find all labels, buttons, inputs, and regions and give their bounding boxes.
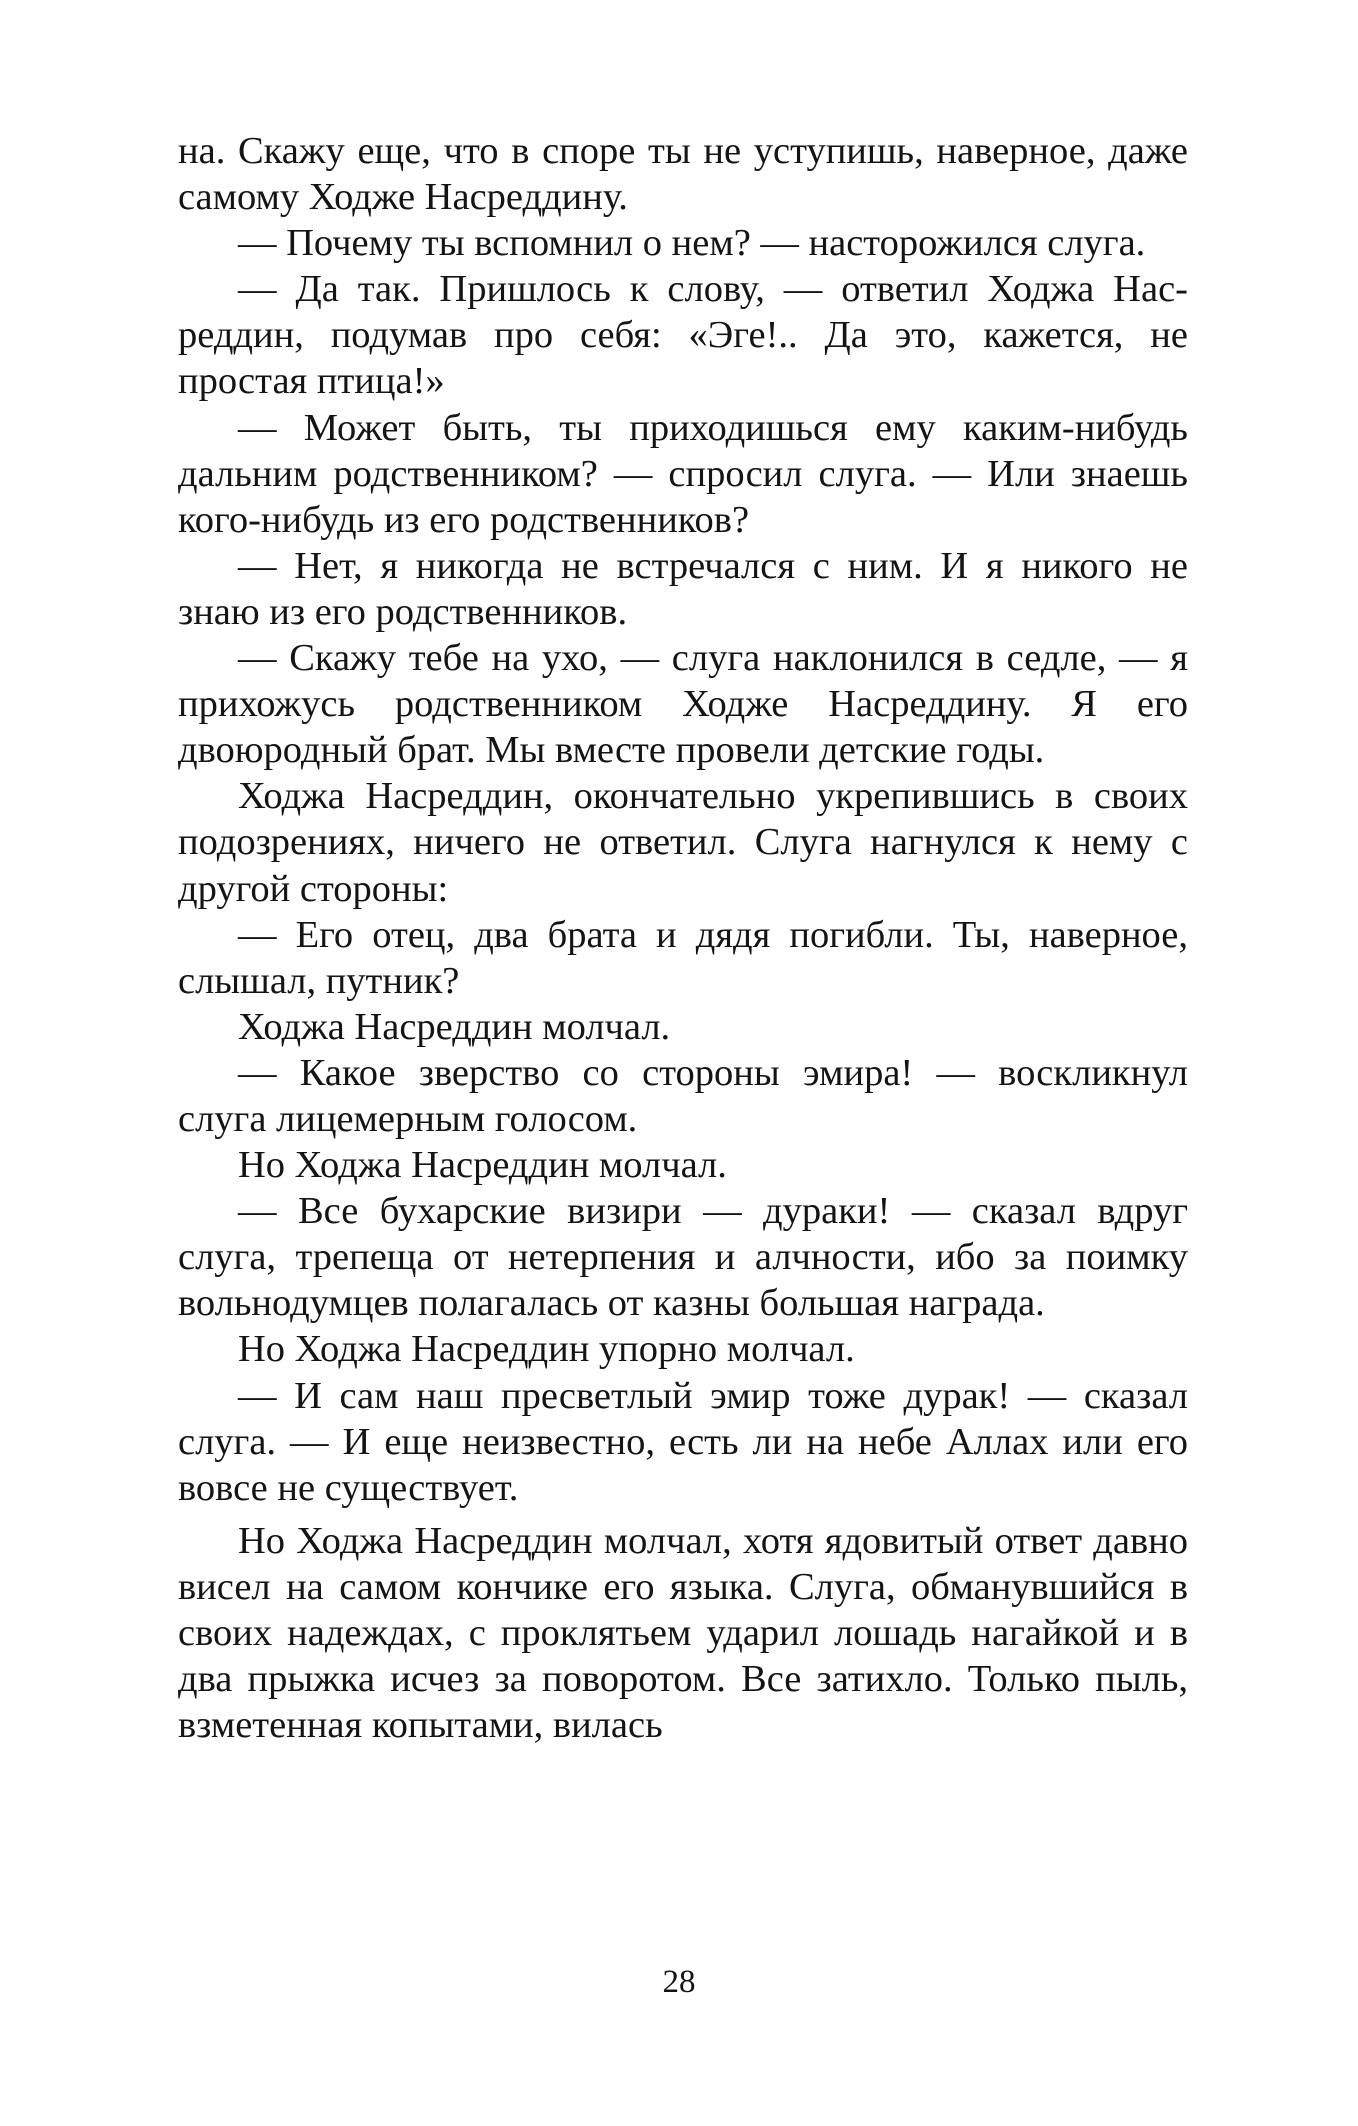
paragraph: — Нет, я никогда не встречался с ним. И я никого не знаю из его родственников. xyxy=(178,544,1188,633)
paragraph: Но Ходжа Насреддин упорно молчал. xyxy=(238,1328,855,1371)
paragraph: Ходжа Насреддин молчал. xyxy=(238,1005,671,1048)
body-text xyxy=(178,128,1188,1748)
page-number: 28 xyxy=(662,1964,696,2000)
paragraph: — Все бухарские визири — дураки! — сказал вдруг слуга, трепеща от нетерпения и алчности, ибо за поимку вольнодумцев полагалась от казны большая награда. xyxy=(178,1190,1188,1325)
paragraph: — Его отец, два брата и дядя погибли. Ты, наверное, слышал, путник? xyxy=(178,913,1188,1002)
paragraph: Но Ходжа Насреддин молчал. xyxy=(238,1144,727,1187)
paragraph: — Какое зверство со стороны эмира! — воскликнул слуга лицемерным голосом. xyxy=(178,1051,1188,1140)
paragraph: — И сам наш пресветлый эмир тоже дурак! — сказал слуга. — И еще неизвестно, есть ли на небе Аллах или его вовсе не существует. xyxy=(178,1374,1188,1509)
paragraph: — Да так. Пришлось к слову, — ответил Ходжа Насреддин, подумав про себя: «Эге!.. Да это, кажется, не простая птица!» xyxy=(178,268,1188,403)
paragraph: — Скажу тебе на ухо, — слуга наклонился в седле, — я прихожусь родственником Ходже Насреддину. Я его двоюродный брат. Мы вместе провели детские годы. xyxy=(178,637,1188,772)
paragraph: на. Скажу еще, что в споре ты не уступишь, наверное, даже самому Ходже Насреддину. xyxy=(178,130,1188,219)
paragraph: — Почему ты вспомнил о нем? — насторожился слуга. xyxy=(238,222,1146,265)
paragraph: Но Ходжа Насреддин молчал, хотя ядовитый ответ давно висел на самом кончике его языка. Слуга, обманувшийся в своих надеждах, с проклятьем ударил лошадь нагайкой и в два прыжка исчез за поворотом. Все затихло. Только пыль, взметенная копытами, вилась xyxy=(178,1519,1188,1747)
paragraph: Ходжа Насреддин, окончательно укрепившись в своих подозрениях, ничего не ответил. Слуга нагнулся к нему с другой стороны: xyxy=(178,775,1188,910)
paragraph: — Может быть, ты приходишься ему каким-нибудь дальним родственником? — спросил слуга. — Или знаешь кого-нибудь из его родственников? xyxy=(178,406,1188,541)
